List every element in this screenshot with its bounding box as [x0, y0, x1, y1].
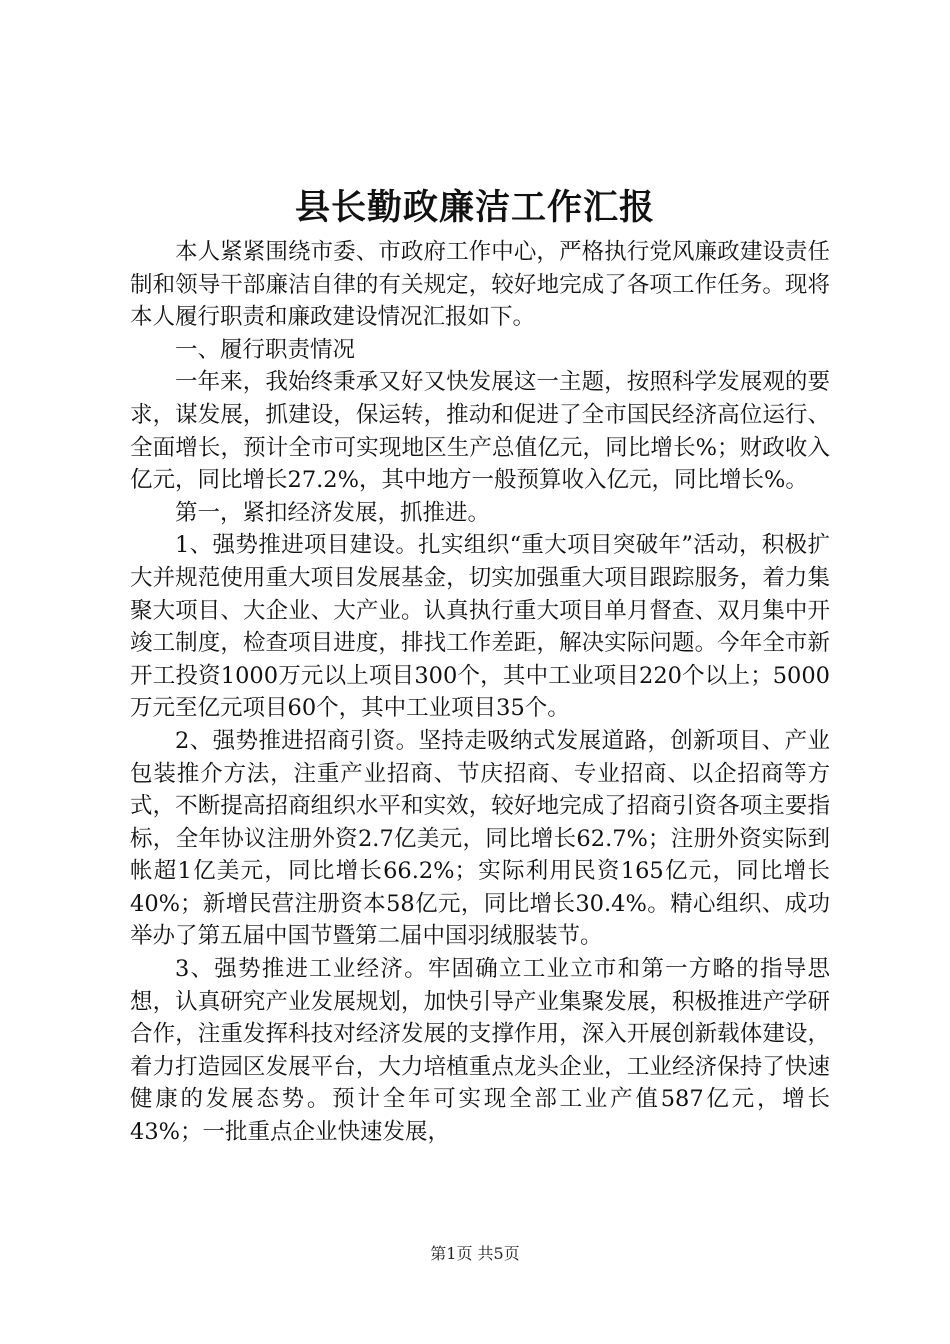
document-body [130, 236, 830, 1149]
paragraph-intro: 本人紧紧围绕市委、市政府工作中心，严格执行党风廉政建设责任制和领导干部廉洁自律的有关规定，较好地完成了各项工作任务。现将本人履行职责和廉政建设情况汇报如下。 [130, 239, 830, 331]
paragraph-industry: 3、强势推进工业经济。牢固确立工业立市和第一方略的指导思想，认真研究产业发展规划，加快引导产业集聚发展，积极推进产学研合作，注重发挥科技对经济发展的支撑作用，深入开展创新载体建设，着力打造园区发展平台，大力培植重点龙头企业，工业经济保持了快速健康的发展态势。预计全年可实现全部工业产值587亿元，增长43%；一批重点企业快速发展， [130, 956, 830, 1146]
page-number-footer: 第1页 共5页 [430, 1244, 520, 1263]
paragraph-overview: 一年来，我始终秉承又好又快发展这一主题，按照科学发展观的要求，谋发展，抓建设，保运转，推动和促进了全市国民经济高位运行、全面增长，预计全市可实现地区生产总值亿元，同比增长%；财政收入亿元，同比增长27.2%，其中地方一般预算收入亿元，同比增长%。 [130, 369, 830, 494]
section-heading-duties: 一、履行职责情况 [175, 336, 356, 363]
paragraph-investment: 2、强势推进招商引资。坚持走吸纳式发展道路，创新项目、产业包装推介方法，注重产业招商、节庆招商、专业招商、以企招商等方式，不断提高招商组织水平和实效，较好地完成了招商引资各项主要指标，全年协议注册外资2.7亿美元，同比增长62.7%；注册外资实际到帐超1亿美元，同比增长66.2%；实际利用民资165亿元，同比增长40%；新增民营注册资本58亿元，同比增长30.4%。精心组织、成功举办了第五届中国节暨第二届中国羽绒服装节。 [130, 727, 830, 950]
paragraph-projects: 1、强势推进项目建设。扎实组织“重大项目突破年”活动，积极扩大并规范使用重大项目发展基金，切实加强重大项目跟踪服务，着力集聚大项目、大企业、大产业。认真执行重大项目单月督查、双月集中开竣工制度，检查项目进度，排找工作差距，解决实际问题。今年全市新开工投资1000万元以上项目300个，其中工业项目220个以上；5000万元至亿元项目60个，其中工业项目35个。 [130, 532, 830, 722]
document-title: 县长勤政廉洁工作汇报 [294, 187, 655, 228]
subheading-economy: 第一，紧扣经济发展，抓推进。 [175, 499, 491, 526]
